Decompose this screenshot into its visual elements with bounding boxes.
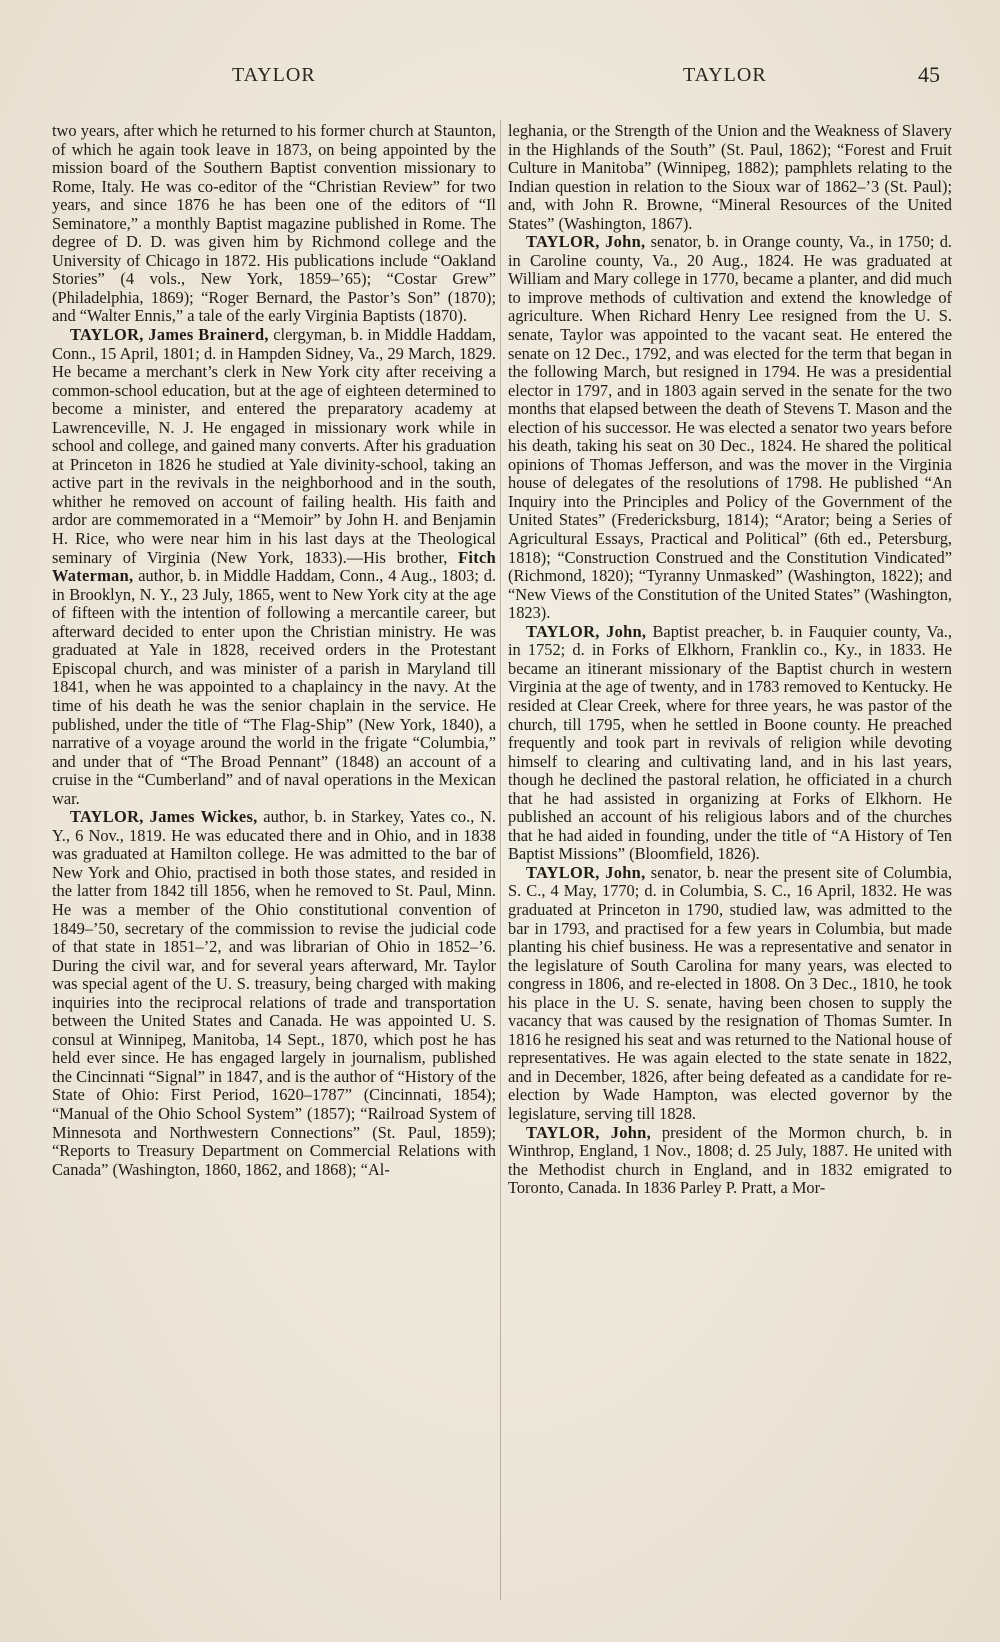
page-number: 45 [918,62,940,87]
entry-taylor-james-brainerd [52,326,496,808]
entry-text: author, b. in Middle Haddam, Conn., 4 Aug., 1803; d. in Brooklyn, N. Y., 23 July, 1865, went to New York city at the age of fifteen with the intention of following a mercantile career, but afterward decided to enter upon the Christian ministry. He was graduated at Yale in 1828, received orders in the Protestant Episcopal church, and was minister of a parish in Maryland till 1841, when he was appointed to a chaplaincy in the navy. At the time of his death he was the senior chaplain in the service. He published, under the title of “The Flag-Ship” (New York, 1840), a narrative of a voyage around the world in the frigate “Columbia,” and under that of “The Broad Pennant” (1848) an account of a cruise in the “Cumberland” and of naval operations in the Mexican war. [52,566,496,808]
entry-text: clergyman, b. in Middle Haddam, Conn., 15 April, 1801; d. in Hampden Sidney, Va., 29 March, 1829. He became a merchant’s clerk in New York city after receiving a common-school education, but at the age of eighteen determined to become a minister, and entered the preparatory academy at Lawrenceville, N. J. He engaged in missionary work while in school and college, and gained many converts. After his graduation at Princeton in 1826 he studied at Yale divinity-school, taking an active part in the revivals in the neighborhood and in the south, whither he removed on account of failing health. His faith and ardor are commemorated in a “Memoir” by John H. and Benjamin H. Rice, who were near him in his last days at the Theological seminary of Virginia (New York, 1833).—His brother, [52,325,496,567]
entry-text: two years, after which he returned to his former church at Staunton, of which he again took leave in 1873, on being appointed by the mission board of the Southern Baptist convention missionary to Rome, Italy. He was co-editor of the “Christian Review” for two years, and since 1876 he has been one of the editors of “Il Seminatore,” a monthly Baptist magazine published in Rome. The degree of D. D. was given him by Richmond college and the University of Chicago in 1872. His publications include “Oakland Stories” (4 vols., New York, 1859–’65); “Costar Grew” (Philadelphia, 1869); “Roger Bernard, the Pastor’s Son” (1870); and “Walter Ennis,” a tale of the early Virginia Baptists (1870). [52,121,496,326]
entry-taylor-john-senator-virginia [508,233,952,622]
entry-taylor-james-wickes [52,808,496,1179]
entry-text: leghania, or the Strength of the Union and the Weakness of Slavery in the Highlands of the South” (St. Paul, 1862); “Forest and Fruit Culture in Manitoba” (Winnipeg, 1882); pamphlets relating to the Indian question in relation to the Sioux war of 1862–’3 (St. Paul); and, with John R. Browne, “Mineral Resources of the United States” (Washington, 1867). [508,121,952,233]
entry-continuation [52,122,496,326]
entry-headword: TAYLOR, James Brainerd, [70,325,269,345]
entry-text: Baptist preacher, b. in Fauquier county, Va., in 1752; d. in Forks of Elkhorn, Franklin co., Ky., in 1833. He became an itinerant missionary of the Baptist church in western Virginia at the age of twenty, and in 1783 removed to Kentucky. He resided at Clear Creek, where for three years, he was pastor of the church, till 1795, when he settled in Boone county. He preached frequently and took part in revivals of religion while devoting himself to clearing and cultivating land, and in his last years, though he declined the pastoral relation, he officiated in a church that he had assisted in organizing at Forks of Elkhorn. He published an account of his religious labors and of the churches that he had aided in founding, under the title of “A History of Ten Baptist Missions” (Bloomfield, 1826). [508,621,953,864]
entry-headword: TAYLOR, James Wickes, [70,807,258,827]
entry-text: senator, b. in Orange county, Va., in 1750; d. in Caroline county, Va., 20 Aug., 1824. He was graduated at William and Mary college in 1770, became a planter, and did much to improve methods of cultivation and extend the knowledge of agriculture. When Richard Henry Lee resigned from the U. S. senate, Taylor was appointed to the vacant seat. He entered the senate on 12 Dec., 1792, and was elected for the term that began in the following March, but resigned in 1794. He was a presidential elector in 1797, and in 1803 again served in the senate for the two months that elapsed between the death of Stevens T. Mason and the election of his successor. He was elected a senator two years before his death, taking his seat on 30 Dec., 1824. He shared the political opinions of Thomas Jefferson, and was the mover in the Virginia house of delegates of the resolutions of 1798. He published “An Inquiry into the Principles and Policy of the Government of the United States” (Fredericksburg, 1814); “Arator; being a Series of Agricultural Essays, Practical and Political” (6th ed., Petersburg, 1818); “Construction Construed and the Constitution Vindicated” (Richmond, 1820); “Tyranny Unmasked” (Washington, 1822); and “New Views of the Constitution of the United States” (Washington, 1823). [508,232,952,623]
entry-text: president of the Mormon church, b. in Winthrop, England, 1 Nov., 1808; d. 25 July, 1887. He united with the Methodist church in England, and in 1832 emigrated to Toronto, Canada. In 1836 Parley P. Pratt, a Mor- [508,1122,952,1198]
entry-continuation [508,122,952,233]
entry-taylor-john-mormon-president [508,1124,952,1198]
entry-subheadword: Fitch Waterman, [52,547,496,586]
entry-headword: TAYLOR, John, [526,1122,651,1142]
entry-taylor-john-baptist-preacher [508,623,952,864]
entry-headword: TAYLOR, John, [526,621,647,641]
entry-headword: TAYLOR, John, [526,862,646,882]
entry-taylor-john-senator-south-carolina [508,864,952,1124]
entry-text: senator, b. near the present site of Columbia, S. C., 4 May, 1770; d. in Columbia, S. C., 16 April, 1832. He was graduated at Princeton in 1790, studied law, was admitted to the bar in 1793, and practised for a few years in Columbia, but made planting his chief business. He was a representative and senator in the legislature of South Carolina for many years, was elected to congress in 1806, and re-elected in 1808. On 3 Dec., 1810, he took his place in the U. S. senate, having been chosen to supply the vacancy that was caused by the resignation of Thomas Sumter. In 1816 he resigned his seat and was returned to the National house of representatives. He was again elected to the state senate in 1822, and in December, 1826, after being defeated as a candidate for re-election by Wade Hampton, was elected governor by the legislature, serving till 1828. [508,862,952,1123]
running-head-left: TAYLOR [232,64,316,86]
running-head-right: TAYLOR [683,64,767,86]
left-column [52,122,496,1179]
entry-text: author, b. in Starkey, Yates co., N. Y., 6 Nov., 1819. He was educated there and in Ohio, and in 1838 was graduated at Hamilton college. He was admitted to the bar of New York and Ohio, practised in both those states, and resided in the latter from 1842 till 1856, when he removed to St. Paul, Minn. He was a member of the Ohio constitutional convention of 1849–’50, secretary of the commission to revise the judicial code of that state in 1851–’2, and was librarian of Ohio in 1852–’6. During the civil war, and for several years afterward, Mr. Taylor was special agent of the U. S. treasury, being charged with making inquiries into the reciprocal relations of trade and transportation between the United States and Canada. He was appointed U. S. consul at Winnipeg, Manitoba, 14 Sept., 1870, which post he has held ever since. He has engaged largely in journalism, published the Cincinnati “Signal” in 1847, and is the author of “History of the State of Ohio: First Period, 1620–1787” (Cincinnati, 1854); “Manual of the Ohio School System” (1857); “Railroad System of Minnesota and Northwestern Connections” (St. Paul, 1859); “Reports to Treasury Department on Commercial Relations with Canada” (Washington, 1860, 1862, and 1868); “Al- [52,807,497,1179]
entry-headword: TAYLOR, John, [526,232,646,252]
column-divider [500,120,501,1600]
right-column [508,122,952,1198]
